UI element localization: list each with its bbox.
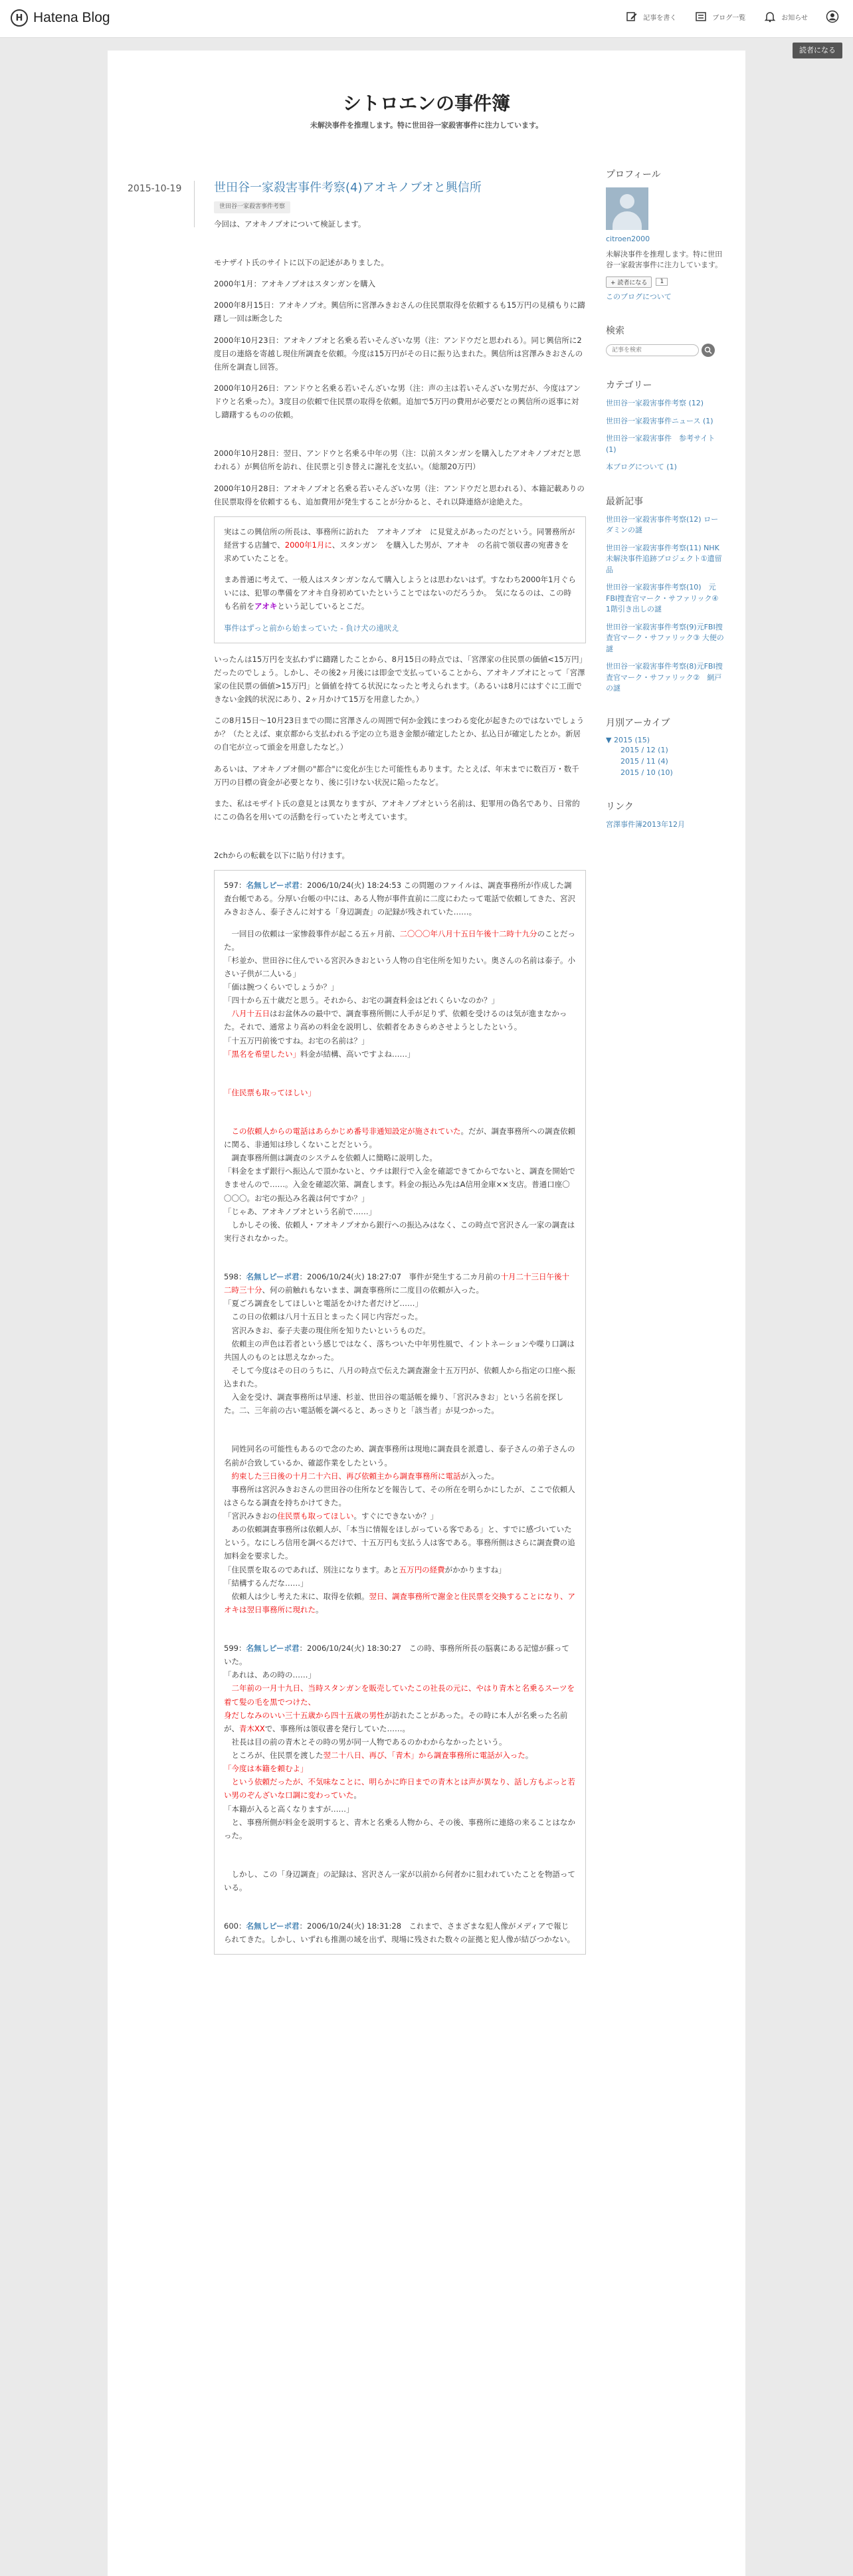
user-icon: [825, 9, 840, 24]
list-icon: [694, 9, 708, 24]
search-module: [606, 324, 725, 357]
recent-entries-module: [606, 494, 725, 695]
external-link[interactable]: 宮澤事件簿2013年12月: [606, 819, 685, 829]
sidebar: [606, 167, 725, 851]
entry-body: [214, 179, 586, 1964]
profile-module: [606, 167, 725, 302]
post-598-l2: 同姓同名の可能性もあるので念のため、調査事務所は現地に調査員を派遣し、泰子さんの弟子さんの名前が合致しているか、確認作業をしたという。 約束した三日後の十月二十六日、再び依頼主から調査事務所に電話が入った。 事務所は宮沢みきおさんの世田谷の住所などを報告して、その所在を明らかにしたが、ここで依頼人はさらなる調査を持ちかけてきた。 「宮沢みきおの住民票も取ってほしい。すぐにできないか？」 あの依頼調査事務所は依頼人が、「本当に情報をほしがっている客である」と、すでに感づいていたという。なにしろ信用を調べるだけで、十五万円も支払う人は客である。事務所側はさらに調査費の追加料金を要求した。 「住民票を取るのであれば、別注になります。あと五万円の経費がかかりますね」 「結構するんだな……」 依頼人は少し考えた末に、取得を依頼。翌日、調査事務所で謝金と住民票を交換することになり、アオキは翌日事務所に現れた。: [224, 1444, 575, 1614]
logo-text: Hatena Blog: [33, 10, 110, 25]
category-item[interactable]: 本ブログについて (1): [606, 463, 677, 471]
post-599-author[interactable]: 名無しピーポ君: [246, 1644, 300, 1654]
post-597-header: 597：名無しピーポ君：2006/10/24(火) 18:24:53 この問題のファイルは、調査事務所が作成した調査台帳である。分厚い台帳の中には、ある人物が事件直前に二度にわたって電話で依頼してきた、宮沢みきおさん、泰子さんに対する「身辺調査」の記録が残されていた……。: [224, 881, 575, 917]
category-item[interactable]: 世田谷一家殺害事件ニュース (1): [606, 416, 713, 425]
plus-icon: +: [611, 279, 616, 286]
post-598-header: 598：名無しピーポ君：2006/10/24(火) 18:27:07 事件が発生する二カ月前の十月二十三日午後十二時三十分、何の前触れもないまま、調査事務所に二度目の依頼が入った。 「夏ごろ調査をしてほしいと電話をかけた者だけど……」 この日の依頼は八月十五日とまったく同じ内容だった。 宮沢みきお、泰子夫妻の現住所を知りたいというものだ。 依頼主の声色は若者という感じではなく、落ちついた中年男性風で、イントネーションや喋り口調は共国人のものとは思えなかった。 そして今度はその日のうちに、八月の時点で伝えた調査謝金十五万円が、依頼人から指定の口座へ振込まれた。 入金を受け、調査事務所は早速、杉並、世田谷の電話帳を繰り、「宮沢みきお」という名前を探した。二、三年前の古い電話帳を調べると、あっさりと「該当者」が見つかった。: [224, 1272, 575, 1416]
entry-category-tag[interactable]: 世田谷一家殺害事件考察: [214, 201, 290, 213]
blog-list-link[interactable]: [694, 9, 745, 24]
timeline-5: 2000年10月28日：翌日、アンドウと名乗る中年の男（注：以前スタンガンを購入したアオキノブオだと思われる）が興信所を訪れ、住民票と引き替えに謝礼を支払い。（総額20万円）: [214, 449, 581, 472]
archive-month-link[interactable]: 2015 / 10 (10): [620, 768, 673, 777]
archive-heading: 月別アーカイブ: [606, 717, 670, 728]
source-intro: モナザイト氏のサイトに以下の記述がありました。: [214, 258, 389, 268]
post-598-author[interactable]: 名無しピーポ君: [246, 1272, 300, 1282]
user-menu[interactable]: [825, 9, 840, 24]
recent-entry-link[interactable]: 世田谷一家殺害事件考察(8)元FBI捜査官マーク・サファリック② 網戸の謎: [606, 662, 723, 693]
quote-box-para-2: まあ普通に考えて、一般人はスタンガンなんて購入しようとは思わないはず。すなわち2000年1月ぐらいには、犯罪の準備をアオキ自身初めていたということではないのだろうか。 気になるのは、この時も名前をアオキという記しているとこだ。: [224, 575, 576, 611]
blog-container: [108, 51, 745, 2576]
recent-entry-link[interactable]: 世田谷一家殺害事件考察(9)元FBI捜査官マーク・サファリック③ 大便の謎: [606, 622, 724, 653]
timeline-4: 2000年10月26日：アンドウと名乗る若いそんざいな男（注：声の主は若いそんざいな男だが、今度はアンドウと名乗った）。3度目の依頼で住民票の取得を依頼。追加で5万円の費用が必要だとの興信所の返事に対し躊躇するものの依頼。: [214, 383, 581, 420]
category-item[interactable]: 世田谷一家殺害事件 参考サイト (1): [606, 434, 715, 454]
post-597-author[interactable]: 名無しピーポ君: [246, 881, 300, 891]
quote-box-para-1: 実はこの興信所の所長は、事務所に訪れた アオキノブオ に見覚えがあったのだという。同署務所が経営する店舗で、2000年1月に、スタンガン を購入した男が、アオキ の名前で領収書の宛書きを求めていたことを。: [224, 526, 575, 564]
profile-heading: プロフィール: [606, 169, 661, 180]
archive-year-toggle[interactable]: ▼ 2015 (15): [606, 735, 650, 744]
hatena-logo-icon: H: [11, 9, 28, 27]
profile-description: 未解決事件を推理します。特に世田谷一家殺害事件に注力しています。: [606, 249, 723, 269]
reader-count: 1: [656, 278, 668, 286]
post-600-header: 600：名無しピーポ君：2006/10/24(火) 18:31:28 これまで、さまざまな犯人像がメディアで報じられてきた。しかし、いずれも推測の域を出ず、現場に残された数々の証拠と犯人像が結びつかない。: [224, 1921, 575, 1945]
search-heading: 検索: [606, 326, 624, 336]
sidebar-reader-button[interactable]: + 読者になる: [606, 276, 652, 288]
global-header: [0, 0, 853, 38]
quote-source-link[interactable]: 事件はずっと前から始まっていた - 負け犬の遠吠え: [224, 623, 399, 633]
search-input[interactable]: [606, 344, 699, 356]
archive-month-link[interactable]: 2015 / 11 (4): [620, 756, 668, 766]
notifications-link[interactable]: [763, 9, 808, 24]
sidebar-reader-button-group: [606, 276, 668, 288]
links-module: [606, 800, 725, 831]
reader-button[interactable]: 読者になる: [793, 43, 842, 58]
category-heading: カテゴリー: [606, 380, 652, 391]
para-5: 2chからの転載を以下に貼り付けます。: [214, 851, 350, 861]
global-nav: [624, 9, 840, 24]
search-icon: [704, 346, 712, 354]
archive-month-link[interactable]: 2015 / 12 (1): [620, 745, 668, 754]
about-blog-link[interactable]: このブログについて: [606, 292, 672, 301]
notifications-label: お知らせ: [781, 14, 808, 22]
search-button[interactable]: [702, 344, 715, 357]
quote-box-blog: [214, 516, 586, 643]
profile-username[interactable]: citroen2000: [606, 235, 650, 243]
timeline-6: 2000年10月28日：アオキノブオと名乗る若いそんざいな男（注：アンドウだと思われる）、本籍記載ありの住民票取得を依頼するも、追加費用が発生することが分かると、それ以降連絡が途絶えた。: [214, 483, 585, 506]
category-module: [606, 378, 725, 473]
post-599-header: 599：名無しピーポ君：2006/10/24(火) 18:30:27 この時、事務所所長の脳裏にある記憶が蘇っていた。 「あれは、あの時の……」 二年前の一月十九日、当時スタンガンを販売していたこの社長の元に、やはり青木と名乗るスーツを着て髪の毛を黒でつけた、 身だしなみのいい三十五歳から四十五歳の男性が訪れたことがあった。その時に本人が名乗った名前が、青木XXで、事務所は領収書を発行していた……。 社長は目の前の青木とその時の男が同一人物であるのかわからなかったという。 ところが、住民票を渡した翌二十八日、再び、「青木」から調査事務所に電話が入った。 「今度は本籍を頼むよ」 という依頼だったが、不気味なことに、明らかに昨日までの青木とは声が異なり、話し方もぶっと若い男のぞんざいな口調に変わっていた。 「本籍が入ると高くなりますが……」 と、事務所側が料金を説明すると、青木と名乗る人物から、その後、事務所に連絡の来ることはなかった。: [224, 1644, 575, 1840]
avatar[interactable]: [606, 187, 648, 230]
recent-entry-link[interactable]: 世田谷一家殺害事件考察(11) NHK未解決事件追跡プロジェクト①遺留品: [606, 543, 722, 574]
quote-box-2ch: [214, 870, 586, 1955]
recent-entry-link[interactable]: 世田谷一家殺害事件考察(10) 元FBI捜査官マーク・サファリック④ 1階引き出しの謎: [606, 583, 726, 613]
post-597-l1: 一回目の依頼は一家惨殺事件が起こる五ヶ月前、二〇〇〇年八月十五日午後十二時十九分のことだった。 「杉並か、世田谷に住んでいる宮沢みきおという人物の自宅住所を知りたい。奥さんの名前は泰子。小さい子供が二人いる」 「価は腕つくらいでしょうか？」 「四十から五十歳だと思う。それから、お宅の調査料金はどれくらいなのか？」 八月十五日はお盆休みの最中で、調査事務所側に人手が足りず、依頼を受けるのは気が進まなかった。それで、通常より高めの料金を説明し、依頼者をあきらめさせようとしたという。 「十五万円前後ですね。お宅の名前は？」 「黒名を希望したい」料金が結構、高いですよね……」: [224, 928, 575, 1059]
date-divider: [194, 181, 195, 227]
pencil-icon: [624, 9, 639, 24]
post-597-l3: この依頼人からの電話はあらかじめ番号非通知設定が施されていた。だが、調査事務所への調査依頼に関る、非通知は珍しくないことだという。 調査事務所側は調査のシステムを依頼人に簡略に説明した。 「料金をまず銀行へ振込んで頂かないと、ウチは銀行で入金を確認できてからでないと、調査を開始できませんので……。入金を確認次第、調査します。料金の振込み先はA信用金庫××支店。普通口座〇〇〇〇。お宅の振込み名義は何ですか？」 「じゃあ、アオキノブオという名前で……」 しかしその後、依頼人・アオキノブオから銀行への振込みはなく、この時点で宮沢さん一家の調査は実行されなかった。: [224, 1126, 575, 1243]
post-597-l2: 「住民票も取ってほしい」: [224, 1087, 316, 1097]
category-item[interactable]: 世田谷一家殺害事件考察 (12): [606, 399, 704, 407]
timeline-2: 2000年8月15日：アオキノブオ。興信所に宮澤みきおさんの住民票取得を依頼するも15万円の見積もりに躊躇し一回は断念した: [214, 300, 585, 324]
entry-date[interactable]: 2015-10-19: [128, 183, 182, 194]
para-4: また、私はモザイト氏の意見とは異なりますが、アオキノブオという名前は、犯罪用の偽名であり、日常的にこの偽名を用いての活動を行っていたと考えています。: [214, 798, 580, 821]
post-600-author[interactable]: 名無しピーポ君: [246, 1921, 300, 1931]
para-1: いったんは15万円を支払わずに躊躇したことから、8月15日の時点では、「宮澤家の住民票の価値<15万円」だったのでしょう。しかし、その後2ヶ月後には即金で支払っていることから、アオキノブオにとって「宮澤家の住民票の価値>15万円」と価値を持てる状況になったと考えられます。（あるいは8月にはすぐに工面できない金銭的状況にあり、2ヶ月かけて15万を用意したか。）: [214, 654, 585, 704]
bell-icon: [763, 9, 777, 24]
entry-title[interactable]: 世田谷一家殺害事件考察(4)アオキノブオと興信所: [214, 181, 482, 195]
para-3: あるいは、アオキノブオ側の"都合"に変化が生じた可能性もあります。たとえば、年末までに数百万・数千万円の目標の資金が必要となり、後に引けない状況に陥ったなど。: [214, 764, 579, 787]
write-article-link[interactable]: [624, 9, 676, 24]
hatena-blog-logo[interactable]: [11, 9, 110, 27]
blog-title[interactable]: シトロエンの事件簿: [342, 92, 510, 114]
para-2: この8月15日〜10月23日までの間に宮澤さんの周囲で何か金銭にまつわる変化が起きたのではないでしょうか？（たとえば、東京都から支払われる予定の立ち退き金額が確定したとか、払込日が確定したとか。新居の自宅が立って頭金を用意したなど。）: [214, 716, 585, 752]
links-heading: リンク: [606, 801, 634, 812]
blog-description: 未解決事件を推理します。特に世田谷一家殺害事件に注力しています。: [310, 121, 543, 130]
post-599-l2: しかし、この「身辺調査」の記録は、宮沢さん一家が以前から何者かに狙われていたことを物語っている。: [224, 1869, 575, 1893]
recent-heading: 最新記事: [606, 496, 643, 507]
timeline-1: 2000年1月：アオキノブオはスタンガンを購入: [214, 279, 376, 289]
archive-module: [606, 716, 725, 778]
write-article-label: 記事を書く: [643, 14, 677, 22]
blog-list-label: ブログ一覧: [712, 14, 746, 22]
entry-intro: 今回は、アオキノブオについて検証します。: [214, 219, 366, 229]
recent-entry-link[interactable]: 世田谷一家殺害事件考察(12) ローダミンの謎: [606, 514, 719, 534]
timeline-3: 2000年10月23日：アオキノブオと名乗る若いそんざいな男（注：アンドウだと思われる）。同じ興信所に2度目の連絡を寄越し現住所調査を依頼。今度は15万円がその日に振り込まれた。興信所は宮澤みきおさんの住所を調査し回答。: [214, 335, 583, 372]
